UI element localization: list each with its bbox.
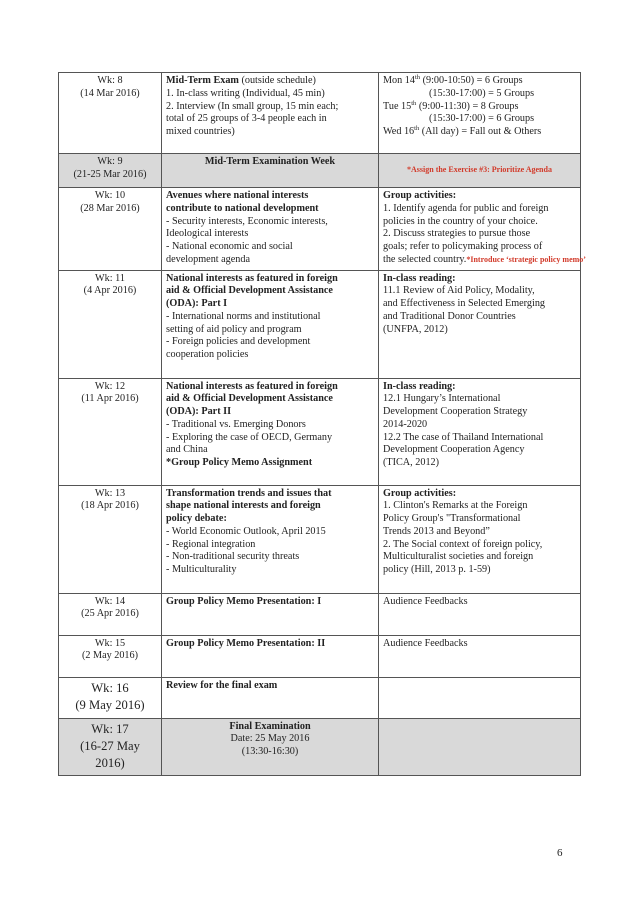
activity-line: (15:30-17:00) = 5 Groups (429, 87, 535, 99)
exam-time: (13:30-16:30) (241, 746, 299, 757)
table-row (59, 485, 581, 593)
activity-line: 2. The Social context of foreign policy, (383, 538, 543, 550)
week-cell (59, 635, 162, 677)
table-row (59, 718, 581, 775)
table-row (59, 378, 581, 485)
week-dates: (21-25 Mar 2016) (73, 168, 147, 180)
topic-cell (162, 677, 379, 718)
topic-cell (162, 378, 379, 485)
topic-title-note: (outside schedule) (238, 75, 316, 86)
activity-cell (379, 485, 581, 593)
activity-line: Mon 14th (9:00-10:50) = 6 Groups (383, 74, 523, 86)
topic-line: - Exploring the case of OECD, Germany (166, 431, 333, 443)
activity-line: Audience Feedbacks (383, 637, 468, 649)
topic-line: - National economic and social (166, 241, 293, 252)
activity-cell (379, 593, 581, 635)
table-row (59, 635, 581, 677)
topic-cell (162, 593, 379, 635)
activity-cell (379, 73, 581, 154)
activity-line: and Traditional Donor Countries (383, 310, 516, 322)
activity-line: Policy Group's "Transformational (383, 513, 521, 524)
week-cell (59, 593, 162, 635)
topic-line: - Regional integration (166, 538, 256, 550)
activity-line: 12.1 Hungary’s International (383, 393, 501, 405)
activity-title: In-class reading: (383, 272, 456, 284)
week-label: Wk: 11 (95, 272, 125, 284)
topic-title: Group Policy Memo Presentation: II (166, 637, 326, 649)
topic-line: total of 25 groups of 3-4 people each in (166, 113, 327, 125)
topic-line: - International norms and institutional (166, 310, 321, 322)
week-label: Wk: 14 (94, 595, 126, 607)
activity-line: Wed 16th (All day) = Fall out & Others (383, 125, 542, 137)
table-row (59, 73, 581, 154)
topic-title: Mid-Term Exam (166, 75, 239, 86)
topic-title: Transformation trends and issues that (166, 487, 332, 499)
topic-line: - Multiculturality (166, 564, 237, 575)
activity-line: Trends 2013 and Beyond” (383, 525, 490, 537)
topic-title: (ODA): Part II (166, 406, 232, 417)
activity-line: policies in the country of your choice. (383, 215, 538, 227)
topic-line: 2. Interview (In small group, 15 min each; (166, 100, 339, 112)
topic-cell (162, 635, 379, 677)
topic-line: - Traditional vs. Emerging Donors (166, 418, 306, 430)
activity-line: Multiculturalist societies and foreign (383, 551, 534, 563)
topic-cell (162, 270, 379, 378)
topic-title: aid & Official Development Assistance (166, 393, 333, 405)
week-label: Wk: 8 (97, 75, 123, 86)
week-cell (59, 718, 162, 775)
week-dates: (2 May 2016) (81, 650, 139, 662)
week-cell (59, 485, 162, 593)
topic-title: aid & Official Development Assistance (166, 285, 333, 297)
topic-title: Group Policy Memo Presentation: I (166, 595, 322, 607)
week-dates: (28 Mar 2016) (80, 202, 140, 214)
memo-note: *Introduce ‘strategic policy memo’ (466, 254, 586, 264)
week-dates: (14 Mar 2016) (80, 87, 140, 99)
topic-title: Review for the final exam (166, 679, 278, 691)
week-cell (59, 154, 162, 188)
week-label: Wk: 15 (94, 637, 126, 649)
week-dates: (11 Apr 2016) (81, 393, 139, 405)
topic-cell (162, 73, 379, 154)
topic-title: shape national interests and foreign (166, 500, 321, 512)
week-dates: 2016) (95, 755, 125, 770)
topic-title: (ODA): Part I (166, 298, 228, 309)
activity-line: (15:30-17:00) = 6 Groups (429, 113, 535, 125)
topic-title: Final Examination (229, 720, 311, 732)
table-row (59, 188, 581, 271)
activity-line: 2. Discuss strategies to pursue those (383, 228, 531, 240)
topic-cell (162, 485, 379, 593)
topic-title: National interests as featured in foreign (166, 272, 338, 284)
page-number: 6 (557, 847, 563, 859)
activity-line: 2014-2020 (383, 418, 428, 430)
week-dates: (25 Apr 2016) (81, 608, 139, 620)
activity-cell (379, 378, 581, 485)
week-label: Wk: 12 (94, 380, 126, 392)
week-label: Wk: 10 (94, 190, 126, 201)
activity-cell (379, 677, 581, 718)
topic-title: Avenues where national interests (166, 190, 309, 201)
topic-line: Ideological interests (166, 228, 249, 240)
activity-line: 1. Clinton's Remarks at the Foreign (383, 500, 528, 512)
week-label: Wk: 16 (91, 680, 129, 695)
topic-line: and China (166, 444, 208, 456)
topic-title: policy debate: (166, 513, 227, 524)
activity-line: 11.1 Review of Aid Policy, Modality, (383, 285, 535, 297)
topic-line: - Non-traditional security threats (166, 551, 300, 563)
week-dates: (4 Apr 2016) (83, 285, 137, 297)
week-label: Wk: 9 (97, 156, 123, 167)
course-schedule-table (58, 72, 586, 776)
activity-line: (UNFPA, 2012) (383, 323, 448, 335)
topic-line: setting of aid policy and program (166, 323, 302, 335)
week-cell (59, 270, 162, 378)
week-cell (59, 378, 162, 485)
table-row (59, 270, 581, 378)
activity-cell (379, 154, 581, 188)
activity-cell (379, 188, 586, 271)
activity-line: goals; refer to policymaking process of (383, 241, 543, 252)
activity-cell (379, 270, 581, 378)
topic-title: contribute to national development (166, 202, 319, 214)
assignment-note: *Group Policy Memo Assignment (166, 457, 313, 468)
activity-line: (TICA, 2012) (383, 457, 440, 468)
topic-cell (162, 154, 379, 188)
week-dates: (18 Apr 2016) (81, 500, 139, 512)
topic-cell (162, 188, 379, 271)
assignment-note: *Assign the Exercise #3: Prioritize Agenda (407, 164, 552, 174)
activity-cell (379, 718, 581, 775)
table-row (59, 593, 581, 635)
activity-title: In-class reading: (383, 380, 456, 392)
week-dates: (9 May 2016) (75, 697, 145, 712)
week-label: Wk: 17 (91, 721, 129, 736)
activity-line: the selected country.*Introduce ‘strategic policy memo’ (383, 253, 586, 265)
table-row (59, 154, 581, 188)
week-cell (59, 188, 162, 271)
activity-line: 12.2 The case of Thailand International (383, 431, 544, 443)
table-row (59, 677, 581, 718)
activity-line: Tue 15th (9:00-11:30) = 8 Groups (383, 99, 519, 112)
activity-line: policy (Hill, 2013 p. 1-59) (383, 564, 491, 575)
topic-line: development agenda (166, 253, 251, 265)
week-label: Wk: 13 (94, 487, 126, 499)
week-dates: (16-27 May (80, 738, 140, 753)
activity-line: Development Cooperation Agency (383, 444, 525, 456)
topic-title: National interests as featured in foreign (166, 380, 338, 392)
week-cell (59, 73, 162, 154)
topic-line: - World Economic Outlook, April 2015 (166, 525, 326, 537)
topic-title: Mid-Term Examination Week (204, 156, 336, 167)
activity-title: Group activities: (383, 487, 457, 499)
topic-line: cooperation policies (166, 349, 249, 360)
topic-line: - Foreign policies and development (166, 336, 311, 348)
exam-date: Date: 25 May 2016 (230, 733, 310, 745)
activity-line: Audience Feedbacks (383, 595, 468, 607)
week-cell (59, 677, 162, 718)
activity-title: Group activities: (383, 190, 457, 201)
topic-cell (162, 718, 379, 775)
activity-line: and Effectiveness in Selected Emerging (383, 298, 546, 309)
activity-line: Development Cooperation Strategy (383, 406, 528, 417)
activity-cell (379, 635, 581, 677)
topic-line: 1. In-class writing (Individual, 45 min) (166, 87, 325, 99)
topic-line: mixed countries) (166, 126, 235, 137)
topic-line: - Security interests, Economic interests, (166, 215, 328, 227)
activity-line: 1. Identify agenda for public and foreign (383, 202, 549, 214)
